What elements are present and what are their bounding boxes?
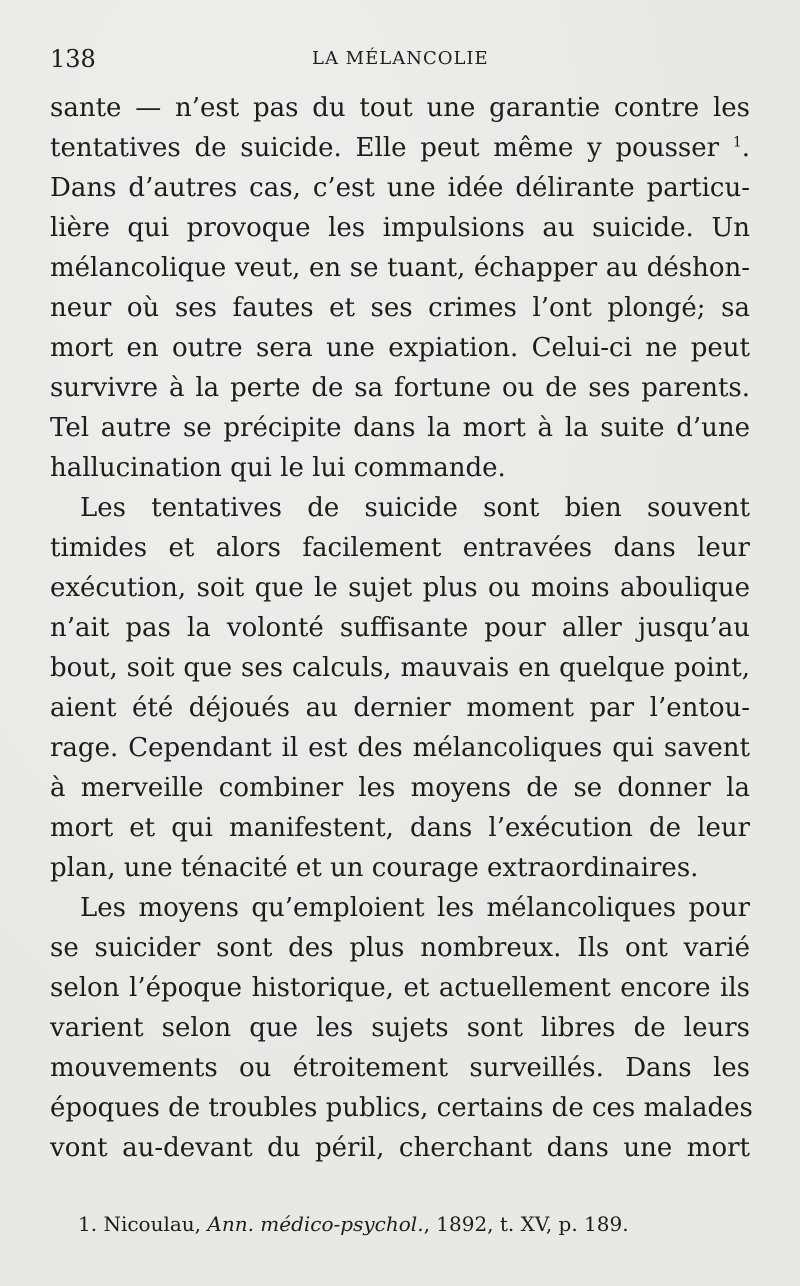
text-line-with-footnote [50,128,750,168]
body-text [50,88,753,1168]
text-line: sante — n’est pas du tout une garantie contre les [50,93,750,123]
text-line: mouvements ou étroitement surveillés. Dans les [50,1053,750,1083]
text-line: exécution, soit que le sujet plus ou moins aboulique [50,573,750,603]
page-number: 138 [50,45,96,73]
text-line: Les moyens qu’emploient les mélancoliques pour [80,893,750,923]
text-line: selon l’époque historique, et actuellement encore ils [50,973,750,1003]
text-line: rage. Cependant il est des mélancoliques qui savent [50,733,750,763]
text-line: survivre à la perte de sa fortune ou de ses parents. [50,373,750,403]
text-line: hallucination qui le lui commande. [50,453,506,483]
text-line: époques de troubles publics, certains de ces malades [50,1093,753,1123]
text-line: aient été déjoués au dernier moment par l’entou- [50,693,750,723]
text-line: mélancolique veut, en se tuant, échapper au déshon- [50,253,750,283]
footnote-journal: Ann. médico-psychol. [207,1212,424,1236]
text-line: Les tentatives de suicide sont bien souvent [80,493,750,523]
text-line: à merveille combiner les moyens de se donner la [50,773,750,803]
text-line: timides et alors facilement entravées dans leur [50,533,750,563]
text-line: se suicider sont des plus nombreux. Ils ont varié [50,933,750,963]
text-line: varient selon que les sujets sont libres de leurs [50,1013,750,1043]
footnote [78,1210,629,1238]
text-line: plan, une ténacité et un courage extraordinaires. [50,853,699,883]
footnote-reference[interactable]: 1 [732,134,742,151]
page-header [50,44,750,74]
footnote-author: Nicoulau, [103,1212,202,1236]
footnote-citation: , 1892, t. XV, p. 189. [423,1212,629,1236]
sentence-period: . [741,133,751,163]
running-title: LA MÉLANCOLIE [312,48,489,69]
text-line: n’ait pas la volonté suffisante pour aller jusqu’au [50,613,750,643]
text-line: mort et qui manifestent, dans l’exécution de leur [50,813,750,843]
footnote-number: 1. [78,1212,98,1236]
text-line: bout, soit que ses calculs, mauvais en quelque point, [50,653,750,683]
text-line: Dans d’autres cas, c’est une idée délirante particu- [50,173,750,203]
text-line: lière qui provoque les impulsions au suicide. Un [50,213,750,243]
text-line: neur où ses fautes et ses crimes l’ont plongé; sa [50,293,750,323]
text-line-content: tentatives de suicide. Elle peut même y pousser [50,133,720,163]
text-line: Tel autre se précipite dans la mort à la suite d’une [50,413,750,443]
text-line: vont au-devant du péril, cherchant dans une mort [50,1133,750,1163]
text-line: mort en outre sera une expiation. Celui-ci ne peut [50,333,750,363]
